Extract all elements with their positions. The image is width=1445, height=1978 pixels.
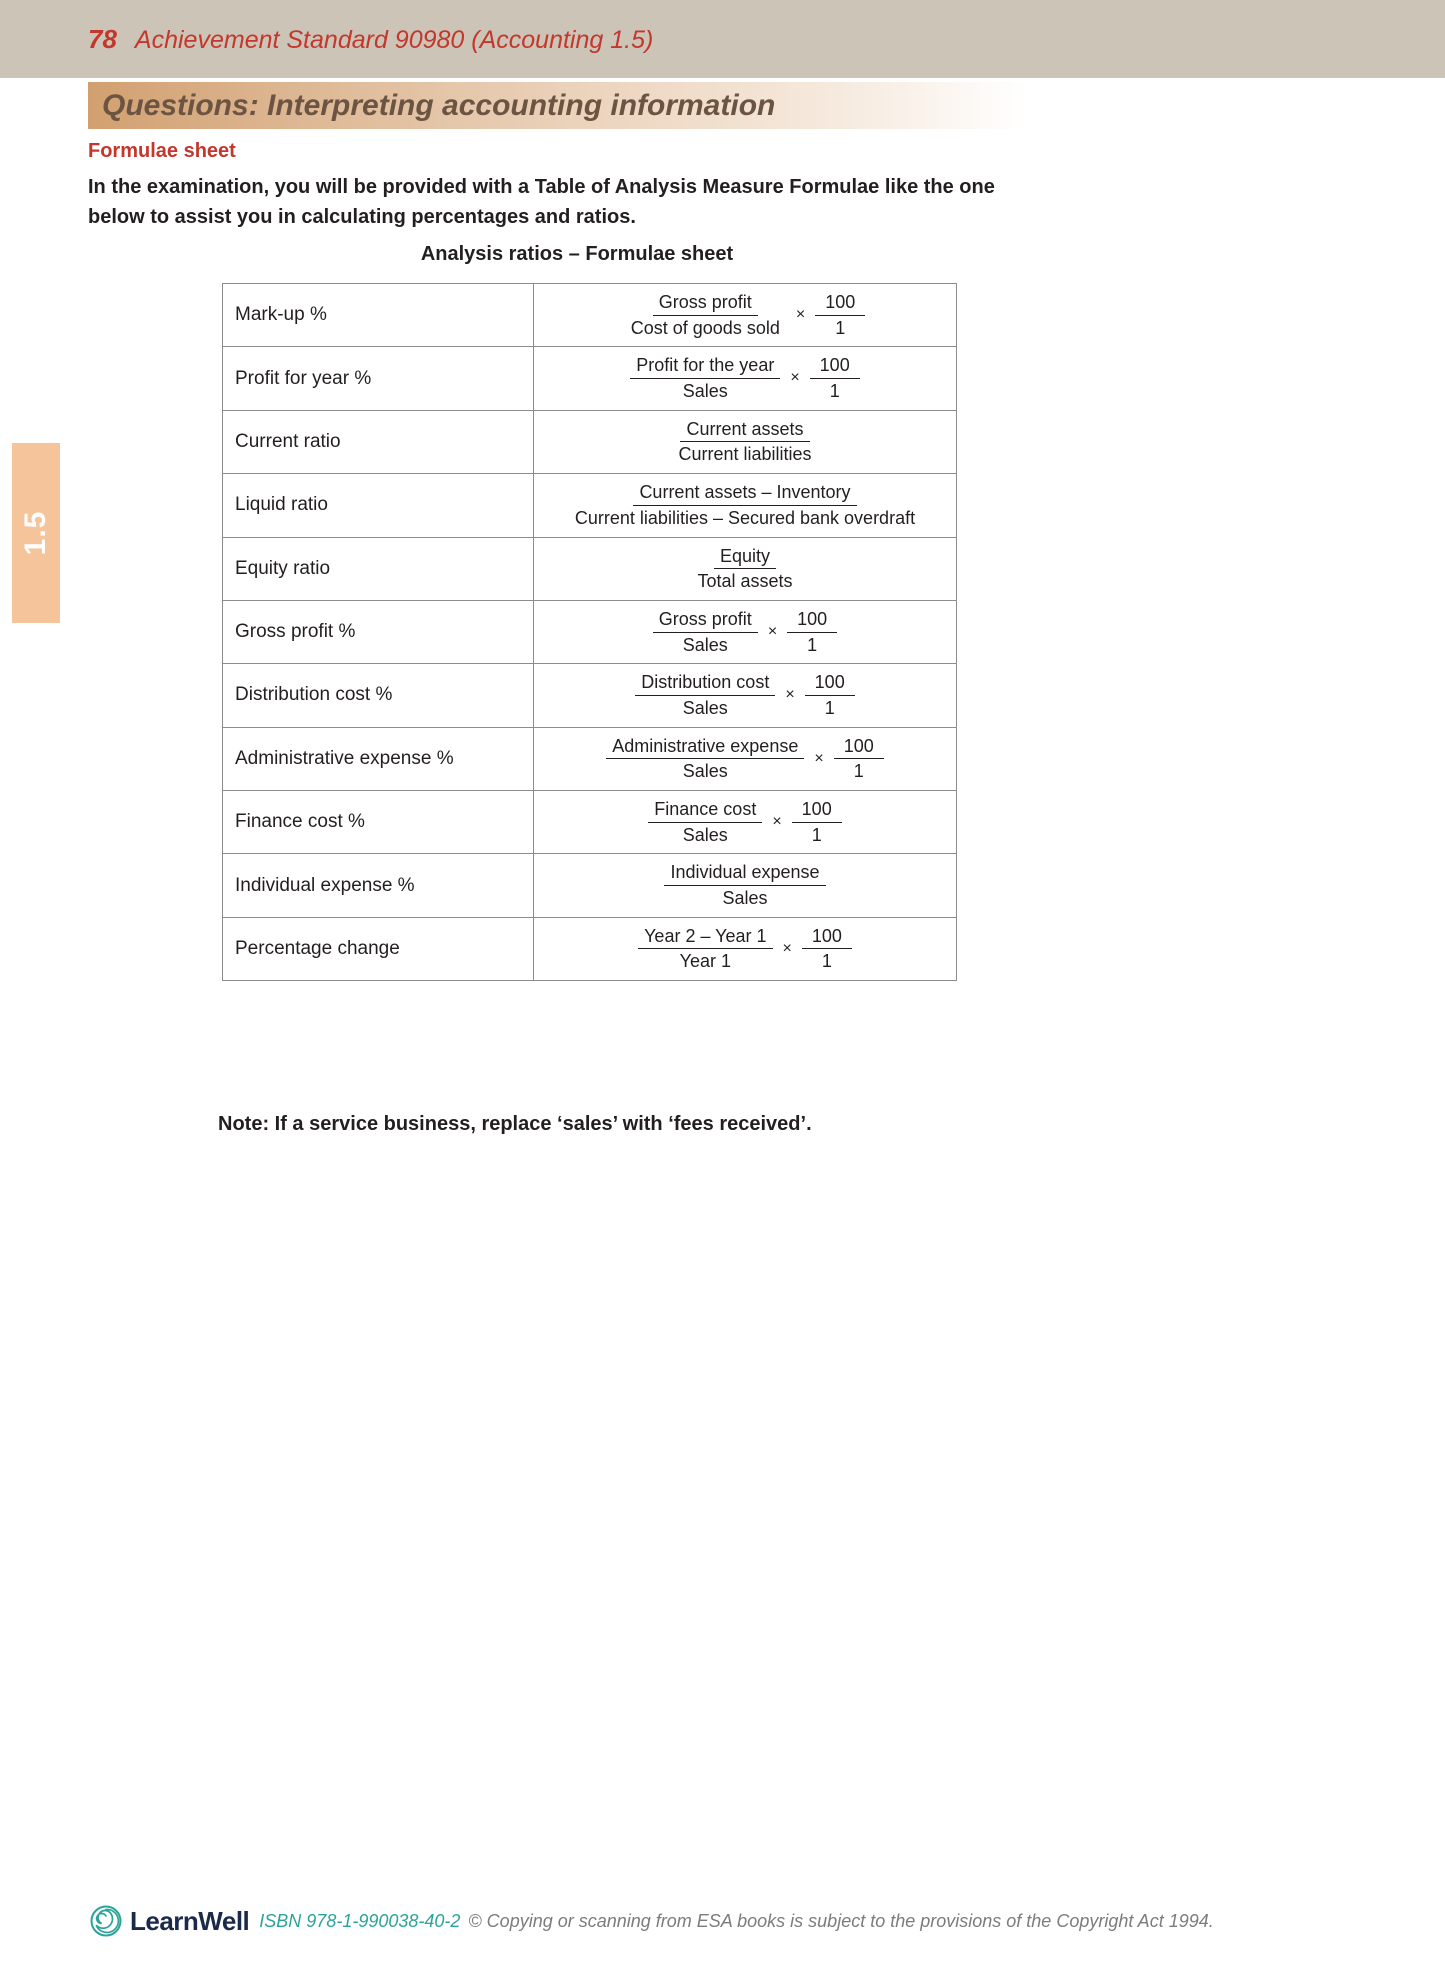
- ratio-label-cell: Equity ratio: [223, 537, 534, 600]
- fraction-numerator: Finance cost: [648, 799, 762, 823]
- learnwell-spiral-icon: [90, 1905, 122, 1937]
- fraction-numerator: Equity: [714, 546, 776, 570]
- multiplier-denominator: 1: [811, 824, 822, 845]
- page-number: 78: [88, 24, 117, 54]
- multiplier-fraction: [792, 799, 842, 845]
- multiplier-numerator: 100: [815, 292, 865, 316]
- fraction-denominator: Total assets: [697, 571, 793, 592]
- copyright-note: © Copying or scanning from ESA books is subject to the provisions of the Copyright Act 1994.: [468, 1910, 1214, 1931]
- formula-expression: [672, 419, 817, 465]
- formula-fraction: [606, 736, 804, 782]
- multiplier-numerator: 100: [834, 736, 884, 760]
- ratio-formula-cell: [534, 917, 957, 980]
- multiplication-sign: ×: [785, 686, 795, 704]
- fraction-numerator: Profit for the year: [630, 355, 780, 379]
- formula-fraction: [630, 355, 780, 401]
- multiplier-fraction: [810, 355, 860, 401]
- ratio-label-cell: Liquid ratio: [223, 474, 534, 537]
- ratio-label-cell: Profit for year %: [223, 347, 534, 410]
- fraction-denominator: Cost of goods sold: [630, 317, 780, 338]
- table-row: [223, 727, 957, 790]
- multiplication-sign: ×: [790, 369, 800, 387]
- fraction-denominator: Current liabilities: [678, 444, 812, 465]
- formula-expression: [606, 736, 883, 782]
- formula-expression: [691, 546, 798, 592]
- ratio-formula-cell: [534, 347, 957, 410]
- table-row: [223, 410, 957, 473]
- multiplier-numerator: 100: [810, 355, 860, 379]
- formula-fraction: [672, 419, 817, 465]
- formula-expression: [648, 799, 841, 845]
- fraction-denominator: Sales: [682, 761, 728, 782]
- fraction-numerator: Administrative expense: [606, 736, 804, 760]
- running-head: [88, 24, 653, 55]
- fraction-denominator: Sales: [682, 697, 728, 718]
- fraction-denominator: Sales: [682, 824, 728, 845]
- multiplier-denominator: 1: [824, 697, 835, 718]
- multiplier-fraction: [805, 672, 855, 718]
- formula-fraction: [625, 292, 786, 338]
- table-row: [223, 664, 957, 727]
- side-tab-label: 1.5: [19, 510, 52, 556]
- fraction-numerator: Year 2 – Year 1: [638, 926, 772, 950]
- ratio-label-cell: Finance cost %: [223, 791, 534, 854]
- table-row: [223, 284, 957, 347]
- multiplication-sign: ×: [767, 622, 778, 640]
- ratio-formula-cell: [534, 284, 957, 347]
- ratio-label-cell: Distribution cost %: [223, 664, 534, 727]
- learnwell-wordmark: LearnWell: [130, 1905, 250, 1936]
- formula-fraction: [648, 799, 762, 845]
- ratio-formula-cell: [534, 410, 957, 473]
- table-row: [223, 917, 957, 980]
- formula-expression: [625, 292, 865, 338]
- multiplier-numerator: 100: [787, 609, 837, 633]
- fraction-numerator: Gross profit: [653, 292, 758, 316]
- isbn-text: ISBN 978-1-990038-40-2: [259, 1910, 461, 1931]
- multiplier-denominator: 1: [829, 381, 840, 402]
- table-row: [223, 347, 957, 410]
- fraction-denominator: Current liabilities – Secured bank overdraft: [574, 507, 916, 528]
- formula-expression: [638, 926, 852, 972]
- table-row: [223, 474, 957, 537]
- multiplication-sign: ×: [795, 305, 806, 323]
- multiplication-sign: ×: [772, 812, 782, 830]
- table-row: [223, 537, 957, 600]
- ratio-label-cell: Administrative expense %: [223, 727, 534, 790]
- side-tab-standard: [12, 443, 60, 623]
- multiplier-numerator: 100: [792, 799, 842, 823]
- table-caption: Analysis ratios – Formulae sheet: [420, 243, 734, 265]
- fraction-denominator: Sales: [682, 381, 728, 402]
- formula-fraction: [638, 926, 772, 972]
- multiplier-fraction: [815, 292, 865, 338]
- section-banner: [88, 82, 1028, 129]
- formula-fraction: [653, 609, 758, 655]
- ratio-formula-cell: [534, 791, 957, 854]
- table-row: [223, 791, 957, 854]
- fraction-denominator: Sales: [722, 888, 768, 909]
- ratio-formula-cell: [534, 600, 957, 663]
- formulae-sheet-heading: Formulae sheet: [88, 140, 236, 162]
- fraction-numerator: Current assets – Inventory: [633, 482, 856, 506]
- multiplier-denominator: 1: [807, 634, 818, 655]
- formula-expression: [635, 672, 854, 718]
- multiplier-fraction: [787, 609, 837, 655]
- formula-expression: [664, 862, 825, 908]
- fraction-denominator: Sales: [682, 634, 728, 655]
- table-note: Note: If a service business, replace ‘sales’ with ‘fees received’.: [218, 1113, 812, 1135]
- formula-expression: [569, 482, 921, 528]
- fraction-numerator: Gross profit: [653, 609, 758, 633]
- formula-fraction: [691, 546, 798, 592]
- ratio-label-cell: Current ratio: [223, 410, 534, 473]
- intro-paragraph: In the examination, you will be provided with a Table of Analysis Measure Formulae like the one below to assist you in calculating percentages and ratios.: [88, 176, 995, 228]
- analysis-ratios-table: [222, 283, 957, 981]
- multiplier-fraction: [834, 736, 884, 782]
- analysis-ratios-table-body: [223, 284, 957, 981]
- multiplier-denominator: 1: [821, 951, 832, 972]
- formula-expression: [653, 609, 837, 655]
- section-banner-title: Questions: Interpreting accounting information: [102, 88, 776, 122]
- ratio-label-cell: Mark-up %: [223, 284, 534, 347]
- formula-fraction: [635, 672, 775, 718]
- ratio-formula-cell: [534, 537, 957, 600]
- ratio-label-cell: Gross profit %: [223, 600, 534, 663]
- ratio-formula-cell: [534, 854, 957, 917]
- formula-fraction: [569, 482, 921, 528]
- ratio-formula-cell: [534, 664, 957, 727]
- fraction-numerator: Individual expense: [664, 862, 825, 886]
- ratio-label-cell: Individual expense %: [223, 854, 534, 917]
- fraction-numerator: Current assets: [680, 419, 809, 443]
- ratio-formula-cell: [534, 727, 957, 790]
- table-row: [223, 854, 957, 917]
- ratio-label-cell: Percentage change: [223, 917, 534, 980]
- running-head-title: Achievement Standard 90980 (Accounting 1.5): [134, 26, 654, 54]
- multiplier-numerator: 100: [802, 926, 852, 950]
- multiplication-sign: ×: [782, 939, 792, 957]
- fraction-numerator: Distribution cost: [635, 672, 775, 696]
- multiplier-fraction: [802, 926, 852, 972]
- formula-expression: [630, 355, 859, 401]
- multiplier-numerator: 100: [805, 672, 855, 696]
- multiplication-sign: ×: [814, 749, 824, 767]
- multiplier-denominator: 1: [853, 761, 864, 782]
- ratio-formula-cell: [534, 474, 957, 537]
- formula-fraction: [664, 862, 825, 908]
- table-row: [223, 600, 957, 663]
- page-footer: [90, 1905, 1214, 1937]
- multiplier-denominator: 1: [835, 317, 846, 338]
- fraction-denominator: Year 1: [679, 951, 731, 972]
